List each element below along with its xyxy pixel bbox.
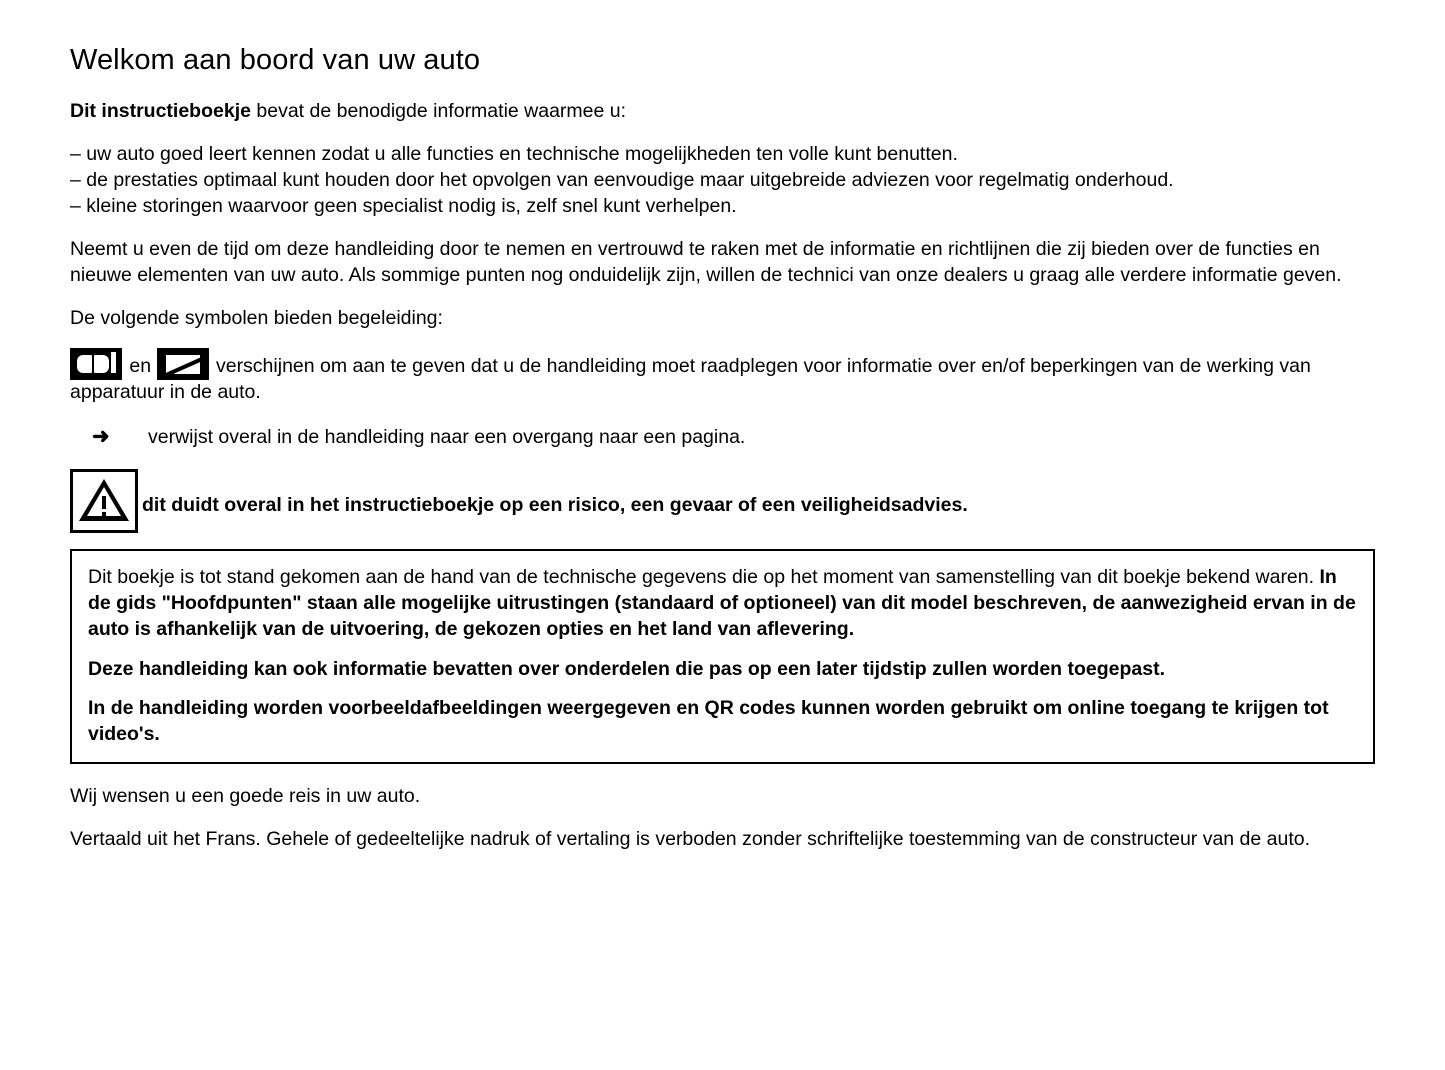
intro-lead-bold: Dit instructieboekje: [70, 100, 251, 122]
notice-para1-bold: In de gids "Hoofdpunten" staan alle mogelijke uitrustingen (standaard of optioneel) van dit model beschreven, de aanwezigheid ervan in de auto is afhankelijk van de uitvoering, de gekozen opties en het land van aflevering.: [88, 566, 1356, 640]
closing-copyright: Vertaald uit het Frans. Gehele of gedeeltelijke nadruk of vertaling is verboden zonder schriftelijke toestemming van de constructeur van de auto.: [70, 827, 1311, 850]
intro-lead: [70, 99, 1375, 125]
notice-paragraph-1: [88, 565, 1357, 642]
list-item: – de prestaties optimaal kunt houden door het opvolgen van eenvoudige maar uitgebreide adviezen voor regelmatig onderhoud.: [70, 168, 1174, 191]
list-item: – uw auto goed leert kennen zodat u alle functies en technische mogelijkheden ten volle kunt benutten.: [70, 142, 958, 165]
arrow-right-icon: ➜: [92, 425, 110, 449]
screen-display-icon: [157, 348, 209, 380]
notice-para3-text: In de handleiding worden voorbeeldafbeeldingen weergegeven en QR codes kunnen worden gebruikt om online toegang te krijgen tot video's.: [88, 697, 1329, 745]
arrow-legend-row: [70, 423, 1375, 451]
symbol-row-text: verschijnen om aan te geven dat u de handleiding moet raadplegen voor informatie over en/of beperkingen van de werking van apparatuur in de auto.: [70, 355, 1311, 404]
warning-triangle-icon: [70, 469, 138, 533]
symbol-conjunction: en: [129, 355, 152, 378]
warning-row-text: dit duidt overal in het instructieboekje op een risico, een gevaar of een veiligheidsadvies.: [142, 494, 968, 517]
list-item: – kleine storingen waarvoor geen specialist nodig is, zelf snel kunt verhelpen.: [70, 194, 737, 217]
notice-para2-text: Deze handleiding kan ook informatie bevatten over onderdelen die pas op een later tijdstip zullen worden toegepast.: [88, 657, 1166, 680]
document-page: [70, 44, 1375, 870]
symbol-legend-row: [70, 348, 1375, 406]
arrow-row-text: verwijst overal in de handleiding naar een overgang naar een pagina.: [148, 426, 746, 449]
warning-legend-row: [70, 469, 1375, 533]
notice-box: [70, 549, 1375, 763]
intro-lead-rest: bevat de benodigde informatie waarmee u:: [250, 100, 627, 122]
manual-book-icon: [70, 348, 122, 380]
notice-paragraph-3: [88, 696, 1357, 747]
paragraph-symbols-intro: De volgende symbolen bieden begeleiding:: [70, 306, 443, 329]
benefits-list: [70, 142, 1375, 220]
paragraph-take-time: Neemt u even de tijd om deze handleiding door te nemen en vertrouwd te raken met de informatie en richtlijnen die zij bieden over de functies en nieuwe elementen van uw auto. Als sommige punten nog onduidelijk zijn, willen de technici van onze dealers u graag alle verdere informatie geven.: [70, 237, 1342, 286]
closing-wish: Wij wensen u een goede reis in uw auto.: [70, 784, 421, 807]
notice-paragraph-2: [88, 657, 1357, 683]
notice-para1-normal: Dit boekje is tot stand gekomen aan de hand van de technische gegevens die op het moment van samenstelling van dit boekje bekend waren.: [88, 566, 1320, 589]
page-title: Welkom aan boord van uw auto: [70, 44, 481, 76]
